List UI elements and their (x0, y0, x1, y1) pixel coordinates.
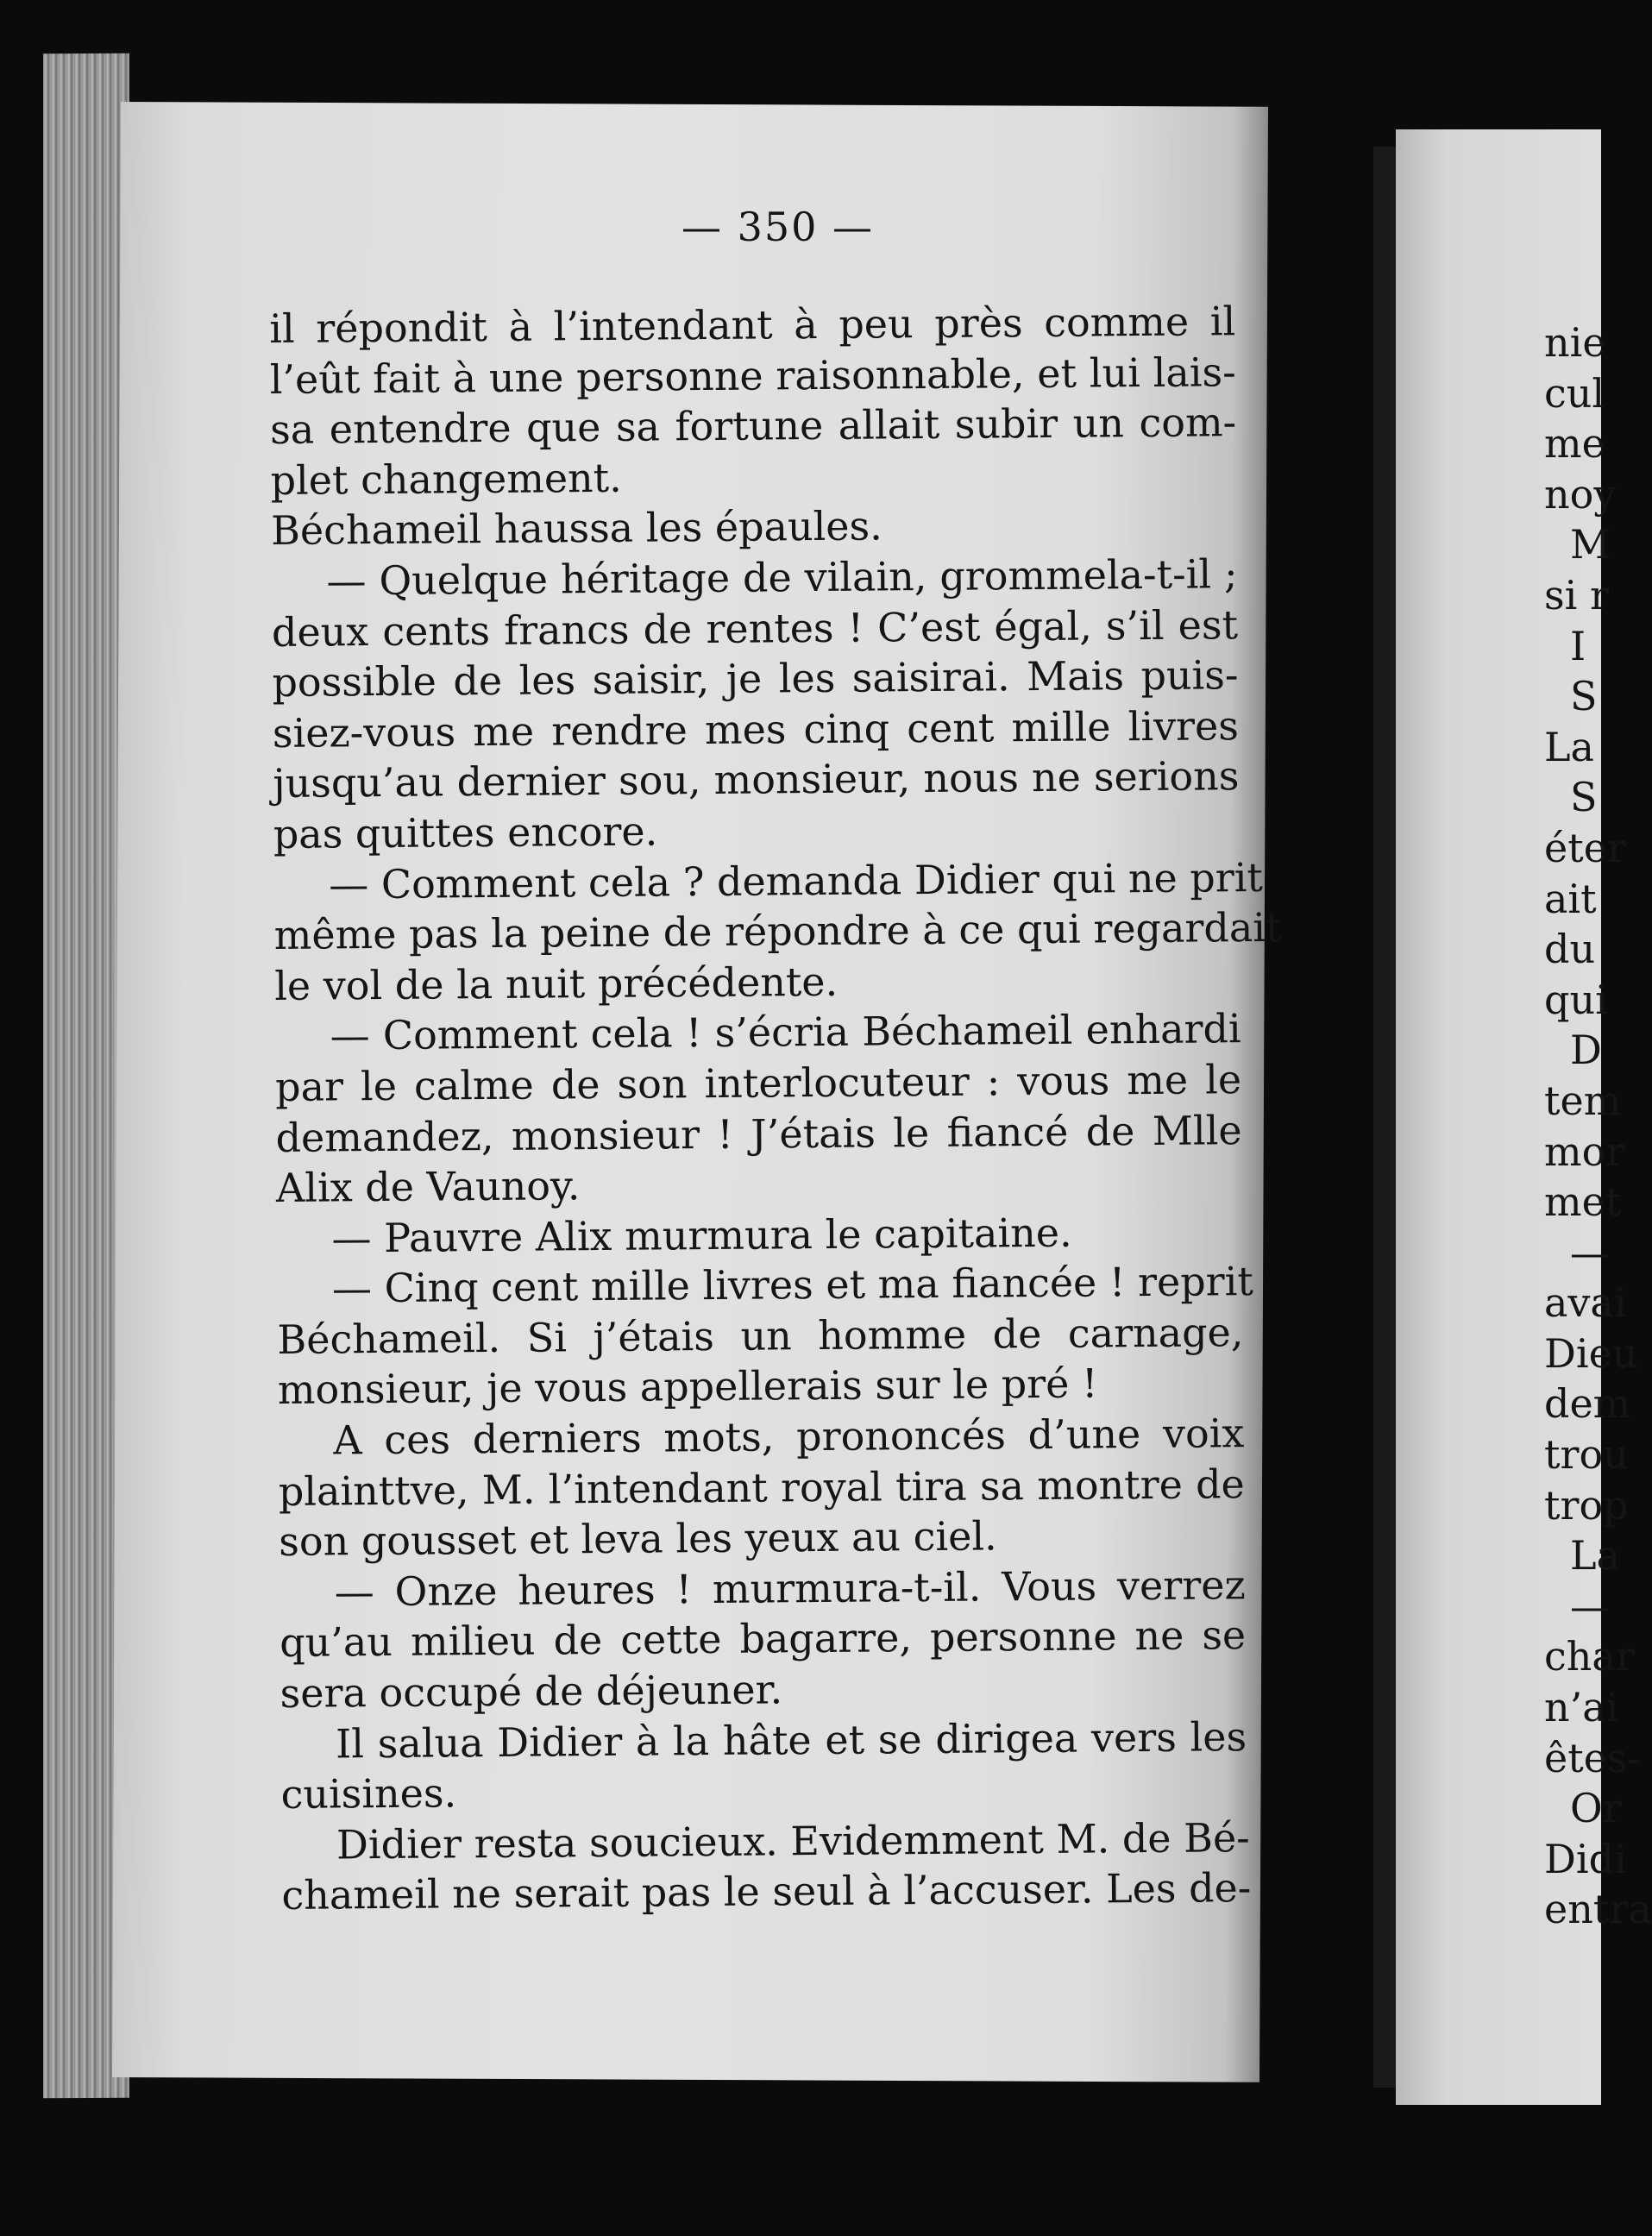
text-line: par le calme de son interlocuteur : vous me le (274, 1056, 1242, 1110)
text-line: il répondit à l’intendant à peu près comme il (269, 298, 1236, 352)
text-line: Il salua Didier à la hâte et se dirigea vers les (335, 1712, 1247, 1768)
text-line: l’eût fait à une personne raisonnable, et lui lais- (269, 348, 1236, 403)
right-text-fragment: Dieu (1544, 1329, 1638, 1377)
text-line: jusqu’au dernier sou, monsieur, nous ne serions (273, 752, 1240, 807)
text-line: — Cinq cent mille livres et ma fiancée ! reprit (331, 1258, 1254, 1312)
text-line: Béchameil. Si j’étais un homme de carnage, (277, 1309, 1244, 1363)
text-line: deux cents francs de rentes ! C’est égal, s’il est (271, 600, 1239, 656)
text-line: — Quelque héritage de vilain, grommela-t-il ; (326, 550, 1238, 605)
right-text-fragment: D (1570, 1027, 1602, 1074)
right-text-fragment: cul (1544, 369, 1605, 417)
right-text-fragment: met (1544, 1178, 1622, 1226)
right-text-fragment: si r (1544, 571, 1609, 619)
text-line: — Pauvre Alix murmura le capitaine. (331, 1209, 1072, 1262)
page-number: — 350 — (682, 204, 875, 250)
text-line: possible de les saisir, je les saisirai. Mais puis- (272, 651, 1239, 707)
right-text-fragment: I (1570, 622, 1586, 669)
right-text-fragment: tem (1544, 1077, 1622, 1124)
text-line: Didier resta soucieux. Evidemment M. de Bé- (336, 1813, 1250, 1869)
right-text-fragment: êtes- (1544, 1734, 1642, 1781)
right-text-fragment: nie (1544, 319, 1606, 366)
text-line: chameil ne serait pas le seul à l’accuser. Les de- (281, 1864, 1252, 1919)
text-line: — Comment cela ? demanda Didier qui ne prit (329, 853, 1264, 908)
right-text-fragment: ait (1544, 875, 1597, 922)
right-text-fragment: me (1544, 420, 1605, 468)
text-line: pas quittes encore. (273, 807, 658, 857)
right-page-text-fragments (1544, 317, 1652, 1935)
right-text-fragment: Or (1570, 1785, 1622, 1832)
right-text-fragment: mor (1544, 1127, 1625, 1175)
right-text-fragment: La (1570, 1532, 1620, 1580)
right-text-fragment: Didi (1544, 1835, 1627, 1882)
text-line: qu’au milieu de cette bagarre, personne ne se (279, 1611, 1247, 1667)
page-body-text (269, 296, 1282, 1921)
text-line: demandez, monsieur ! J’étais le fiancé de Mlle (275, 1106, 1242, 1161)
right-text-fragment: entra (1544, 1886, 1652, 1933)
right-text-fragment: char (1544, 1633, 1635, 1680)
right-text-fragment: La (1544, 723, 1594, 770)
text-line: monsieur, je vous appellerais sur le pré ! (277, 1360, 1098, 1414)
right-text-fragment: éter (1544, 824, 1626, 871)
right-text-fragment: trou (1544, 1431, 1629, 1479)
text-line: A ces derniers mots, prononcés d’une voix (333, 1410, 1245, 1464)
text-line: même pas la peine de répondre à ce qui regardait (273, 903, 1282, 959)
text-line: — Comment cela ! s’écria Béchameil enhardi (330, 1005, 1241, 1059)
right-text-fragment: S (1570, 673, 1598, 720)
right-text-fragment: noy (1544, 470, 1617, 518)
text-line: Alix de Vaunoy. (275, 1162, 581, 1212)
right-text-fragment: S (1570, 774, 1598, 821)
right-text-fragment: — (1570, 1228, 1610, 1276)
right-text-fragment: dem (1544, 1380, 1631, 1428)
text-line: sa entendre que sa fortune allait subir un com- (269, 399, 1237, 454)
right-text-fragment: M (1570, 521, 1611, 568)
right-text-fragment: — (1570, 1582, 1610, 1630)
text-line: Béchameil haussa les épaules. (270, 502, 883, 555)
right-text-fragment: du (1544, 926, 1596, 973)
right-text-fragment: qui (1544, 976, 1608, 1023)
text-line: — Onze heures ! murmura-t-il. Vous verrez (334, 1561, 1246, 1616)
text-line: plet changement. (270, 454, 622, 504)
right-text-fragment: avai (1544, 1279, 1627, 1327)
text-line: plainttve, M. l’intendant royal tira sa montre de (278, 1460, 1245, 1515)
text-line: siez-vous me rendre mes cinq cent mille livres (272, 701, 1240, 757)
text-line: cuisines. (280, 1769, 457, 1818)
text-line: le vol de la nuit précédente. (273, 958, 839, 1009)
text-line: son gousset et leva les yeux au ciel. (279, 1512, 997, 1566)
right-text-fragment: n’ai (1544, 1684, 1619, 1731)
right-text-fragment: trop (1544, 1481, 1629, 1529)
book-gutter (1373, 147, 1396, 2088)
text-line: sera occupé de déjeuner. (280, 1666, 783, 1717)
